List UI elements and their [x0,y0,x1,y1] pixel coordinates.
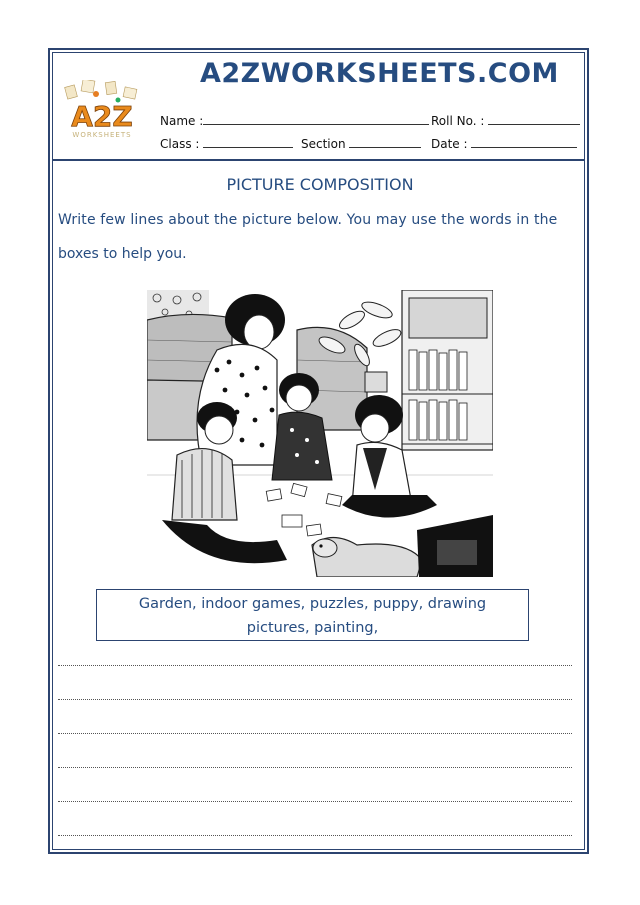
writing-line[interactable] [58,835,572,836]
logo-text: A2Z [71,100,133,133]
class-field[interactable] [160,137,293,151]
writing-line[interactable] [58,801,572,802]
name-field[interactable] [160,114,429,128]
section-label: Section [301,137,346,151]
section-field[interactable] [301,137,421,151]
site-logo [60,80,144,142]
word-hint-line-2: pictures, painting, [246,620,379,636]
instruction-line-2: boxes to help you. [58,246,187,262]
writing-line[interactable] [58,699,572,700]
writing-line[interactable] [58,733,572,734]
sheet-title: PICTURE COMPOSITION [226,175,414,194]
class-line[interactable] [203,137,293,148]
writing-line[interactable] [58,767,572,768]
date-line[interactable] [471,137,577,148]
roll-line[interactable] [488,114,580,125]
header-divider [52,159,585,161]
composition-picture [147,290,493,577]
word-hint-line-1: Garden, indoor games, puzzles, puppy, drawing [138,596,487,612]
instruction-line-1: Write few lines about the picture below. You may use the words in the [58,212,558,228]
word-hint-box [96,589,529,641]
site-title: A2ZWORKSHEETS.COM [200,58,559,89]
roll-field[interactable] [431,114,580,128]
writing-line[interactable] [58,665,572,666]
name-label: Name : [160,114,204,128]
date-label: Date : [431,137,468,151]
class-label: Class : [160,137,200,151]
section-line[interactable] [349,137,421,148]
date-field[interactable] [431,137,577,151]
name-line[interactable] [203,114,429,125]
roll-label: Roll No. : [431,114,485,128]
logo-subtext: WORKSHEETS [72,131,132,139]
